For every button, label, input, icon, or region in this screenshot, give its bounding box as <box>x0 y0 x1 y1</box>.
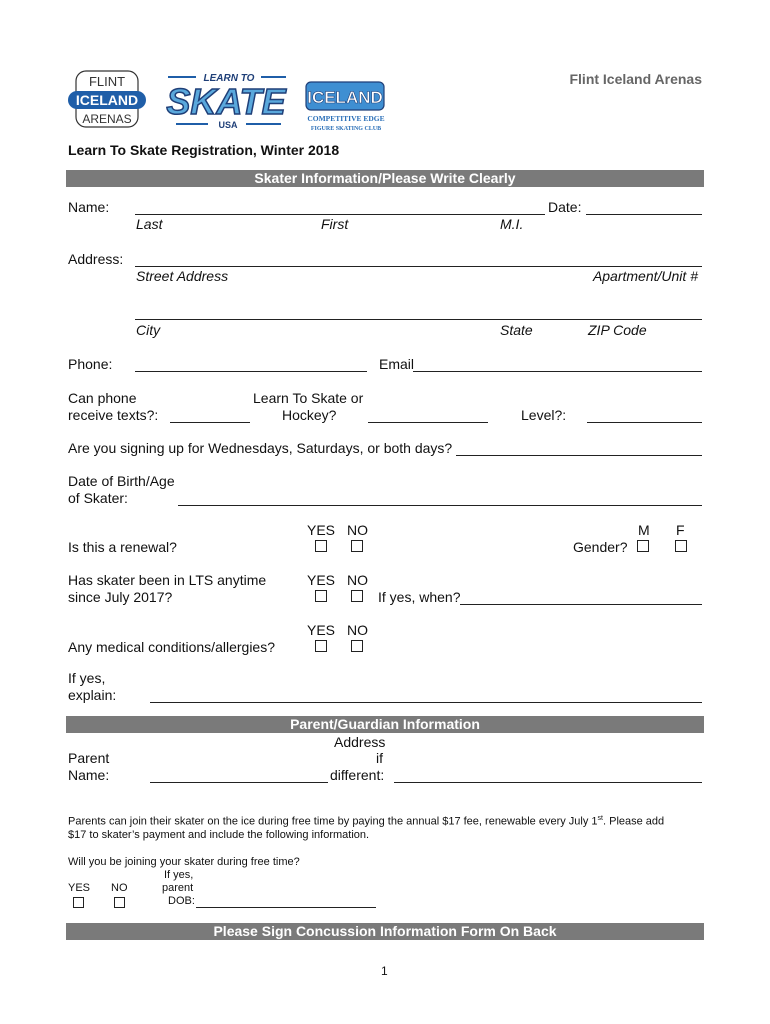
dob-label-1: Date of Birth/Age <box>68 473 175 489</box>
days-question: Are you signing up for Wednesdays, Saturdays, or both days? <box>68 440 453 456</box>
lts-hockey-field[interactable] <box>368 422 488 423</box>
svg-text:LEARN TO: LEARN TO <box>203 73 255 84</box>
gender-label: Gender? <box>573 539 628 555</box>
competitive-edge-logo <box>304 80 388 132</box>
join-question: Will you be joining your skater during free time? <box>68 856 300 868</box>
level-field[interactable] <box>587 422 702 423</box>
page-number: 1 <box>381 964 388 978</box>
email-label: Email <box>379 356 415 372</box>
parent-dob-label-2: parent <box>162 882 194 894</box>
concussion-banner: Please Sign Concussion Information Form On Back <box>66 923 704 940</box>
svg-text:FLINT: FLINT <box>88 74 126 89</box>
date-label: Date: <box>548 199 582 215</box>
zip-caption: ZIP Code <box>588 322 647 338</box>
svg-text:COMPETITIVE EDGE: COMPETITIVE EDGE <box>307 114 385 123</box>
level-label: Level?: <box>521 407 567 423</box>
state-caption: State <box>500 322 533 338</box>
last-caption: Last <box>136 216 163 232</box>
parent-addr-label-2: if <box>376 750 383 766</box>
parent-info-heading: Parent/Guardian Information <box>66 716 704 733</box>
dob-label-2: of Skater: <box>68 490 128 506</box>
renewal-question: Is this a renewal? <box>68 539 177 555</box>
renewal-yes-header: YES <box>307 522 336 538</box>
lts-since-question-1: Has skater been in LTS anytime <box>68 572 267 588</box>
gender-m-checkbox[interactable] <box>637 540 649 552</box>
join-yes-header: YES <box>68 882 91 894</box>
parent-dob-label-1: If yes, <box>164 869 194 881</box>
email-field[interactable] <box>413 371 702 372</box>
parent-address-field[interactable] <box>394 782 702 783</box>
days-field[interactable] <box>456 455 702 456</box>
lts-yes-header: YES <box>307 572 336 588</box>
texts-label-1: Can phone <box>68 390 137 406</box>
street-field[interactable] <box>135 266 702 267</box>
name-field[interactable] <box>135 214 545 215</box>
texts-label-2: receive texts?: <box>68 407 159 423</box>
svg-text:FIGURE SKATING CLUB: FIGURE SKATING CLUB <box>310 126 382 132</box>
phone-field[interactable] <box>135 371 367 372</box>
flint-iceland-arenas-logo <box>68 70 146 128</box>
renewal-no-header: NO <box>347 522 368 538</box>
parent-addr-label-3: different: <box>330 767 385 783</box>
medical-yes-header: YES <box>307 622 336 638</box>
city-caption: City <box>136 322 161 338</box>
join-no-header: NO <box>111 882 128 894</box>
explain-field[interactable] <box>150 702 702 703</box>
svg-text:ICELAND: ICELAND <box>75 92 139 108</box>
gender-f-header: F <box>676 522 685 538</box>
date-field[interactable] <box>586 214 702 215</box>
mi-caption: M.I. <box>500 216 524 232</box>
parent-dob-field[interactable] <box>196 907 376 908</box>
lts-no-header: NO <box>347 572 368 588</box>
org-name: Flint Iceland Arenas <box>569 71 702 87</box>
parent-name-field[interactable] <box>150 782 328 783</box>
gender-m-header: M <box>638 522 650 538</box>
street-caption: Street Address <box>136 268 229 284</box>
name-label: Name: <box>68 199 110 215</box>
skater-info-heading: Skater Information/Please Write Clearly <box>66 170 704 187</box>
city-field[interactable] <box>135 319 702 320</box>
lts-since-question-2: since July 2017? <box>68 589 173 605</box>
explain-label-1: If yes, <box>68 670 106 686</box>
free-time-note-line2: $17 to skater’s payment and include the following information. <box>68 829 370 841</box>
medical-no-header: NO <box>347 622 368 638</box>
renewal-yes-checkbox[interactable] <box>315 540 327 552</box>
svg-text:ICELAND: ICELAND <box>307 88 383 107</box>
apt-caption: Apartment/Unit # <box>592 268 698 284</box>
free-time-note-line1: Parents can join their skater on the ice during free time by paying the annual $17 fee, renewable every July 1st. Please add <box>68 815 665 828</box>
first-caption: First <box>321 216 349 232</box>
address-label: Address: <box>68 251 124 267</box>
dob-field[interactable] <box>178 505 702 506</box>
svg-text:ARENAS: ARENAS <box>82 112 132 126</box>
svg-text:SKATE: SKATE <box>166 81 286 122</box>
phone-label: Phone: <box>68 356 113 372</box>
renewal-no-checkbox[interactable] <box>351 540 363 552</box>
svg-text:USA: USA <box>218 120 238 130</box>
medical-no-checkbox[interactable] <box>351 640 363 652</box>
lts-hockey-label-2: Hockey? <box>282 407 337 423</box>
if-yes-when-label: If yes, when? <box>378 589 461 605</box>
parent-name-label-1: Parent <box>68 750 110 766</box>
form-title: Learn To Skate Registration, Winter 2018 <box>68 142 340 158</box>
parent-name-label-2: Name: <box>68 767 110 783</box>
lts-yes-checkbox[interactable] <box>315 590 327 602</box>
learn-to-skate-usa-logo <box>146 68 306 130</box>
join-no-checkbox[interactable] <box>114 897 125 908</box>
parent-addr-label-1: Address <box>334 734 386 750</box>
lts-no-checkbox[interactable] <box>351 590 363 602</box>
gender-f-checkbox[interactable] <box>675 540 687 552</box>
medical-question: Any medical conditions/allergies? <box>68 639 275 655</box>
medical-yes-checkbox[interactable] <box>315 640 327 652</box>
join-yes-checkbox[interactable] <box>73 897 84 908</box>
lts-hockey-label-1: Learn To Skate or <box>253 390 364 406</box>
if-yes-when-field[interactable] <box>460 604 702 605</box>
explain-label-2: explain: <box>68 687 117 703</box>
parent-dob-label-3: DOB: <box>168 895 195 907</box>
texts-field[interactable] <box>170 422 250 423</box>
